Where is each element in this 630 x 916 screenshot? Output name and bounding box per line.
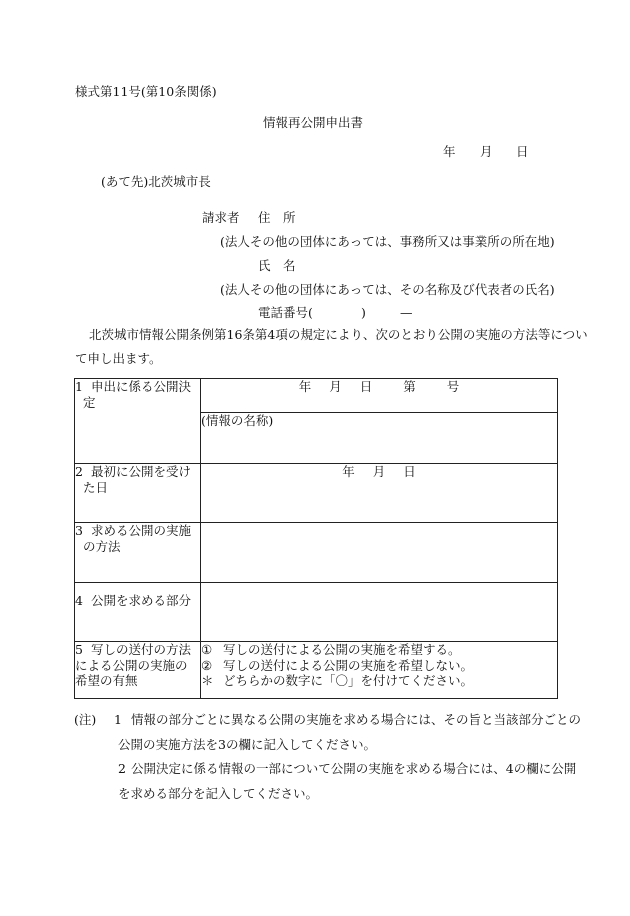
row1-number: 1 xyxy=(75,379,83,394)
option-2-mark: ② xyxy=(201,657,213,673)
option-2-text: 写しの送付による公開の実施を希望しない。 xyxy=(223,657,474,673)
row2-label-cell xyxy=(75,464,201,523)
decision-year-label: 年 xyxy=(298,379,312,394)
note-2-number: 2 xyxy=(118,761,126,776)
asterisk-mark: ＊ xyxy=(201,673,214,689)
option-1-mark: ① xyxy=(201,642,213,657)
row3-number: 3 xyxy=(75,523,83,538)
request-form-table xyxy=(74,378,558,699)
requested-part-field[interactable] xyxy=(201,583,558,642)
option-want-copy[interactable] xyxy=(201,642,557,658)
option-1-text: 写しの送付による公開の実施を希望する。 xyxy=(223,642,461,657)
row5-label-line2: による公開の実施の xyxy=(75,657,188,673)
name-note: (法人その他の団体にあっては、その名称及び代表者の氏名) xyxy=(220,282,555,297)
row3-label-cell xyxy=(75,523,201,583)
date-day-label: 日 xyxy=(516,144,529,159)
first-disclosure-date-field[interactable] xyxy=(201,464,558,523)
row4-label-cell xyxy=(75,583,201,642)
note-1-line2: 公開の実施方法を3の欄に記入してください。 xyxy=(118,737,376,752)
note-2-line2: を求める部分を記入してください。 xyxy=(118,786,319,801)
row3-label-line2: の方法 xyxy=(83,538,121,554)
row3-label-line1: 求める公開の実施 xyxy=(90,523,191,538)
date-year-label: 年 xyxy=(443,144,456,159)
row2-number: 2 xyxy=(75,464,83,479)
row5-label-line3: 希望の有無 xyxy=(75,673,138,689)
table-row xyxy=(75,583,558,642)
intro-line-1: 北茨城市情報公開条例第16条第4項の規定により、次のとおり公開の実施の方法等につい xyxy=(89,327,588,342)
address-note: (法人その他の団体にあっては、事務所又は事業所の所在地) xyxy=(220,234,555,249)
info-name-field[interactable] xyxy=(201,413,558,464)
name-label: 氏 名 xyxy=(258,258,296,273)
first-year-label: 年 xyxy=(342,464,355,479)
instruction-text: どちらかの数字に「〇」を付けてください。 xyxy=(223,673,474,689)
decision-no-suffix: 号 xyxy=(446,379,460,394)
row2-label-line1: 最初に公開を受け xyxy=(90,464,191,479)
form-number: 様式第11号(第10条関係) xyxy=(75,84,217,99)
copy-delivery-options xyxy=(201,642,558,699)
row5-label-line1: 写しの送付の方法 xyxy=(90,642,191,657)
option-instruction xyxy=(201,673,557,689)
phone-close-paren: ) xyxy=(361,305,366,320)
note-1-number: 1 xyxy=(114,712,122,727)
requester-label: 請求者 xyxy=(202,210,240,225)
row5-label-cell xyxy=(75,642,201,699)
phone-dash: — xyxy=(400,305,413,320)
decision-date-field[interactable] xyxy=(201,379,558,413)
decision-month-label: 月 xyxy=(329,379,342,394)
date-month-label: 月 xyxy=(480,144,493,159)
note-1-line1: 情報の部分ごとに異なる公開の実施を求める場合には、その旨と当該部分ごとの xyxy=(131,712,582,727)
notes-label: (注) xyxy=(74,712,97,727)
row2-label-line2: た日 xyxy=(83,479,109,495)
first-day-label: 日 xyxy=(403,464,416,479)
table-row xyxy=(75,464,558,523)
table-row xyxy=(75,379,558,413)
row4-number: 4 xyxy=(75,593,83,608)
intro-line-2: て申し出ます。 xyxy=(75,351,162,366)
row1-label-line1: 申出に係る公開決 xyxy=(90,379,191,394)
address-label: 住 所 xyxy=(258,210,296,225)
disclosure-method-field[interactable] xyxy=(201,523,558,583)
row1-label-cell xyxy=(75,379,201,464)
row4-label-line1: 公開を求める部分 xyxy=(90,593,191,608)
document-title: 情報再公開申出書 xyxy=(263,115,364,130)
option-no-copy[interactable] xyxy=(201,658,557,674)
decision-day-label: 日 xyxy=(359,379,373,394)
table-row xyxy=(75,642,558,699)
decision-no-prefix: 第 xyxy=(403,379,416,394)
row5-number: 5 xyxy=(75,642,83,657)
first-month-label: 月 xyxy=(372,464,386,479)
phone-label: 電話番号( xyxy=(258,305,313,320)
addressee: (あて先)北茨城市長 xyxy=(101,174,211,189)
row1-label-line2: 定 xyxy=(83,394,96,410)
info-name-label: (情報の名称) xyxy=(201,413,274,428)
note-2-line1: 公開決定に係る情報の一部について公開の実施を求める場合には、4の欄に公開 xyxy=(131,761,577,776)
table-row xyxy=(75,523,558,583)
